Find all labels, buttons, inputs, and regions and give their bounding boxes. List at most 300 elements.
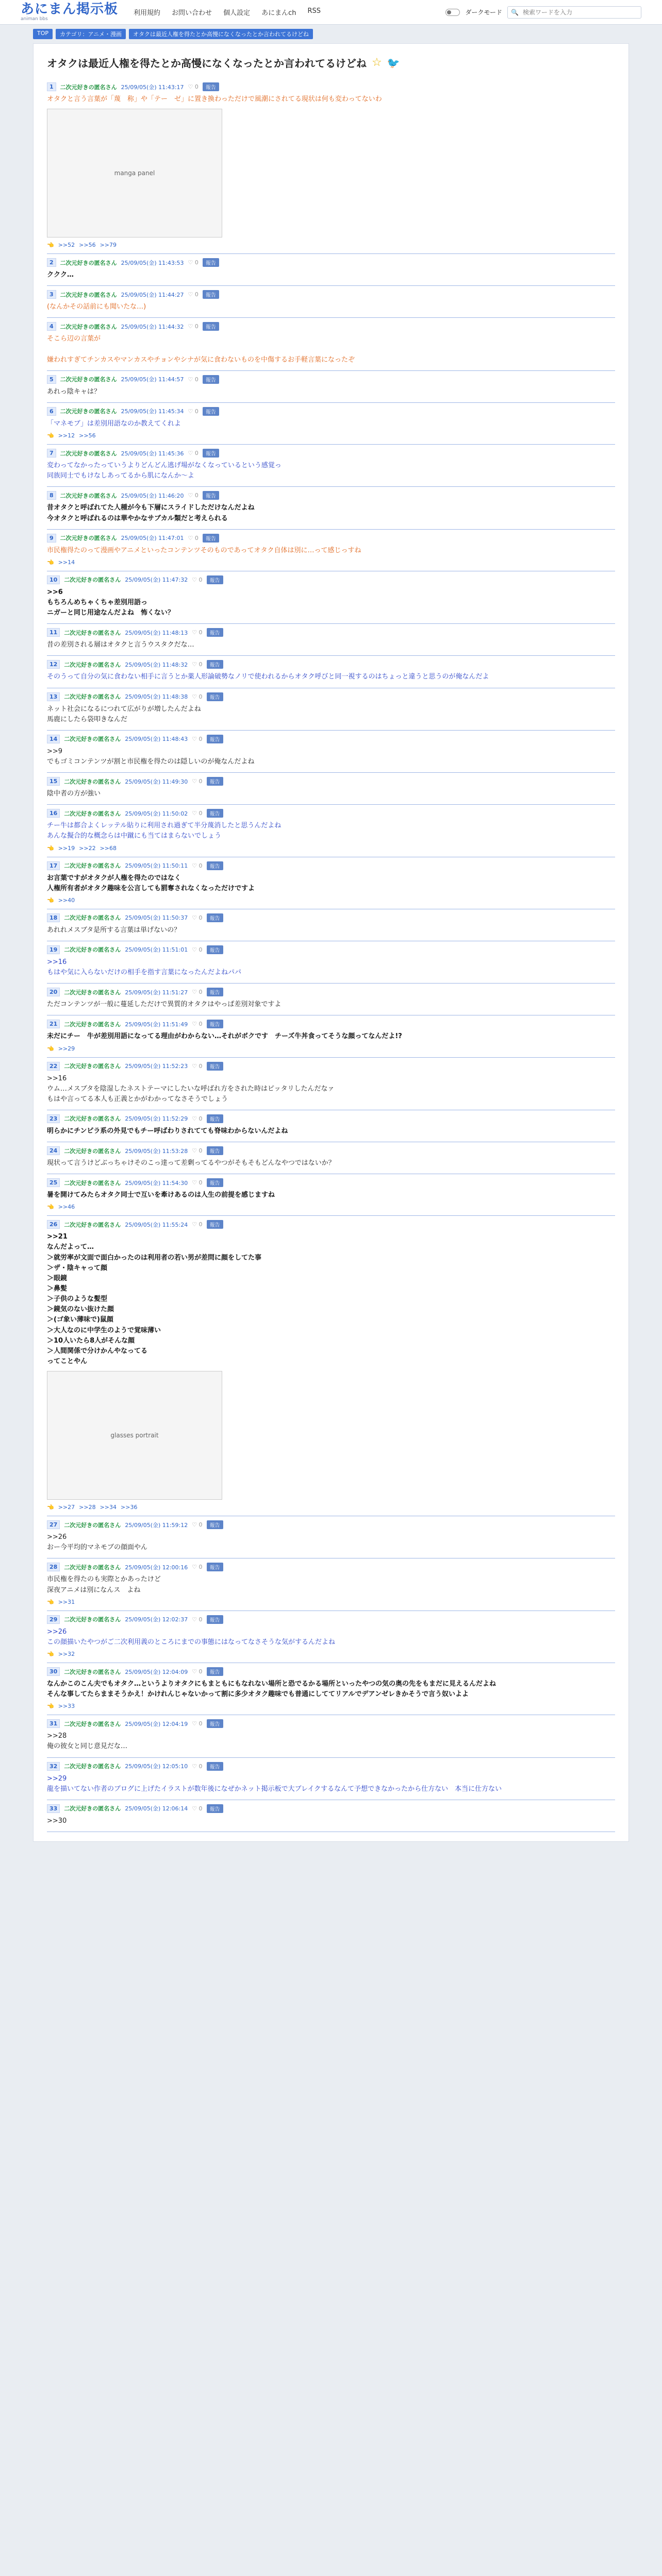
reply-link[interactable]: >>33 [58,1703,75,1710]
post-date: 25/09/05(金) 11:52:29 [125,1115,188,1123]
post-date: 25/09/05(金) 11:51:01 [125,946,188,954]
post-line: >>9 [47,747,63,755]
post-date: 25/09/05(金) 11:47:32 [125,577,188,584]
report-button[interactable]: 報告 [207,988,223,996]
like-count[interactable]: ♡ 0 [192,661,203,668]
post-header [47,1220,615,1229]
post-body [47,387,615,397]
report-button[interactable]: 報告 [207,1062,223,1071]
reply-link[interactable]: >>14 [58,558,75,566]
post-number[interactable]: 20 [47,988,60,996]
post-body [47,1679,615,1700]
post-line: 深夜アニメは別になんス よね [47,1586,141,1594]
reply-link[interactable]: >>12 [58,432,75,439]
post [47,571,615,624]
like-count[interactable]: ♡ 0 [188,323,198,330]
post-date: 25/09/05(金) 12:04:09 [125,1668,188,1675]
post-line: ウム…メスブタを陰湿したネストテーマにしたいな呼ばれ方をされた時はピッタリしたんだなァ [47,1084,335,1093]
poster-name: 二次元好きの匿名さん [60,450,117,457]
post-header [47,628,615,637]
post-line: 市民権得たのって漫画やアニメといったコンテンツそのものであってオタク自体は別に…って感じっすね [47,546,361,554]
post-body [47,821,615,841]
post-number[interactable]: 33 [47,1804,60,1813]
post-number[interactable]: 15 [47,777,60,786]
like-count[interactable]: ♡ 0 [192,629,203,636]
reply-icon: 👈 [47,844,54,852]
post-body [47,704,615,725]
post-number[interactable]: 29 [47,1615,60,1624]
like-count[interactable]: ♡ 0 [192,1062,203,1070]
post-body [47,94,615,105]
reply-link[interactable]: >>22 [79,844,96,852]
post-body [47,640,615,650]
poster-name: 二次元好きの匿名さん [64,1063,121,1070]
post-number[interactable]: 16 [47,809,60,818]
report-button[interactable]: 報告 [207,809,223,818]
like-count[interactable]: ♡ 0 [188,376,198,383]
post [47,1611,615,1663]
post [47,805,615,857]
reply-links [47,1703,615,1709]
report-button[interactable]: 報告 [207,945,223,954]
post-line: >>16 [47,958,67,966]
report-button[interactable]: 報告 [207,660,223,669]
post-body [47,1627,615,1648]
report-button[interactable]: 報告 [207,1178,223,1187]
report-button[interactable]: 報告 [207,575,223,584]
post-number[interactable]: 8 [47,491,56,500]
post-date: 25/09/05(金) 12:05:10 [125,1763,188,1770]
post-number[interactable]: 30 [47,1667,60,1676]
post-line: >>16 [47,1074,67,1082]
nav-rss[interactable]: RSS [307,7,321,15]
like-count[interactable]: ♡ 0 [188,291,198,298]
post-date: 25/09/05(金) 11:45:34 [121,408,184,415]
post-line: 暑を開けてみたらオタク同士で互いを牽けあるのは人生の前提を感じますね [47,1191,275,1199]
reply-links [47,1651,615,1657]
like-count[interactable]: ♡ 0 [188,492,198,499]
reply-link[interactable]: >>56 [79,242,96,249]
like-count[interactable]: ♡ 0 [192,862,203,869]
reply-links [47,432,615,439]
post-line: 龍を描いてない作者のブログに上げたイラストが数年後になぜかネット掲示板で大ブレイクするなんて予想できなかったから仕方ない 本当に仕方ない [47,1785,502,1793]
logo-subtext: animan bbs [21,16,48,22]
post-line: >>21 [47,1233,68,1241]
reply-link[interactable]: >>36 [121,1504,138,1511]
post [47,656,615,688]
poster-name: 二次元好きの匿名さん [64,661,121,668]
post-date: 25/09/05(金) 11:43:53 [121,259,184,266]
like-count[interactable]: ♡ 0 [192,778,203,785]
post-line: >>26 [47,1628,67,1636]
like-count[interactable]: ♡ 0 [192,914,203,921]
thread-title [47,55,615,70]
reply-link[interactable]: >>29 [58,1045,75,1052]
like-count[interactable]: ♡ 0 [192,1762,203,1770]
post-header [47,1615,615,1624]
post-number[interactable]: 11 [47,628,60,637]
like-count[interactable]: ♡ 0 [192,1021,203,1028]
report-button[interactable]: 報告 [207,1804,223,1813]
post [47,1058,615,1110]
post-number[interactable]: 22 [47,1062,60,1071]
post-date: 25/09/05(金) 11:46:20 [121,492,184,499]
like-count[interactable]: ♡ 0 [192,1564,203,1571]
post [47,530,615,571]
post-body [47,747,615,767]
post-number[interactable]: 19 [47,945,60,954]
post-image[interactable]: manga panel [47,109,222,238]
post [47,445,615,487]
post-number[interactable]: 32 [47,1762,60,1771]
reply-link[interactable]: >>46 [58,1204,75,1211]
report-button[interactable]: 報告 [203,290,219,299]
like-count[interactable]: ♡ 0 [188,83,198,90]
report-button[interactable]: 報告 [207,1615,223,1624]
breadcrumb [0,25,662,43]
post-line: 馬鹿にしたら袋叩きなんだ [47,715,128,723]
post-line: ＞鼻髪 [47,1285,68,1293]
post-date: 25/09/05(金) 11:48:13 [125,629,188,636]
post-date: 25/09/05(金) 12:06:14 [125,1805,188,1812]
post-line: オタクと言う言葉が「蔑 称」や「テー ゼ」に置き換わっただけで風潮にされてる現状は何も変わってないわ [47,95,382,103]
post-header [47,1020,615,1028]
dark-mode-toggle[interactable] [445,9,460,16]
post-line: ＞鏡気のない抜けた顔 [47,1306,114,1314]
post-header [47,660,615,669]
post-line: 俺の彼女と同じ意見だな… [47,1742,128,1751]
poster-name: 二次元好きの匿名さん [60,492,117,499]
post-body [47,503,615,523]
post-line: >>26 [47,1533,67,1541]
reply-icon: 👈 [47,1598,54,1605]
poster-name: 二次元好きの匿名さん [64,1564,121,1571]
reply-links [47,559,615,566]
post-number[interactable]: 24 [47,1146,60,1155]
post-date: 25/09/05(金) 11:59:12 [125,1521,188,1529]
post-line: そこら辺の言葉が [47,335,101,343]
like-count[interactable]: ♡ 0 [188,450,198,457]
poster-name: 二次元好きの匿名さん [64,577,121,584]
reply-link[interactable]: >>19 [58,844,75,852]
like-count[interactable]: ♡ 0 [192,1521,203,1529]
post-date: 25/09/05(金) 11:43:17 [121,83,184,91]
poster-name: 二次元好きの匿名さん [64,778,121,785]
twitter-icon[interactable]: 🐦 [387,56,400,69]
post-line: ＞大人なのに中学生のようで覚味薄い [47,1326,161,1334]
post-header [47,809,615,818]
poster-name: 二次元好きの匿名さん [64,989,121,996]
post-date: 25/09/05(金) 11:48:32 [125,661,188,668]
post-header [47,258,615,267]
post-number[interactable]: 6 [47,407,56,416]
post-number[interactable]: 17 [47,861,60,870]
poster-name: 二次元好きの匿名さん [64,629,121,636]
site-logo[interactable] [21,3,118,22]
reply-link[interactable]: >>40 [58,896,75,904]
like-count[interactable]: ♡ 0 [192,1147,203,1155]
like-count[interactable]: ♡ 0 [192,576,203,583]
post [47,286,615,318]
report-button[interactable]: 報告 [207,913,223,922]
post-number[interactable]: 9 [47,534,56,543]
search-input[interactable] [522,8,638,16]
post [47,857,615,909]
reply-icon: 👈 [47,1204,54,1211]
report-button[interactable]: 報告 [203,258,219,267]
post-header [47,491,615,500]
post-header [47,1762,615,1771]
like-count[interactable]: ♡ 0 [188,408,198,415]
post-number[interactable]: 31 [47,1719,60,1728]
post-header [47,777,615,786]
post-line: ＞(ゴ象い薄味で)鼠顔 [47,1316,113,1324]
report-button[interactable]: 報告 [203,449,219,457]
post-date: 25/09/05(金) 11:49:30 [125,778,188,785]
report-button[interactable]: 報告 [207,1719,223,1728]
post-image[interactable]: glasses portrait [47,1371,222,1500]
nav-contact[interactable]: お問い合わせ [172,9,212,17]
reply-icon: 👈 [47,558,54,566]
post-date: 25/09/05(金) 11:44:57 [121,376,184,383]
report-button[interactable]: 報告 [207,1762,223,1771]
post-number[interactable]: 13 [47,692,60,701]
like-count[interactable]: ♡ 0 [188,534,198,541]
reply-link[interactable]: >>68 [100,844,117,852]
post-header [47,988,615,996]
favorite-star-icon[interactable]: ☆ [372,56,382,69]
post-line: なんだよって… [47,1243,94,1251]
post-number[interactable]: 12 [47,660,60,669]
report-button[interactable]: 報告 [207,1667,223,1676]
poster-name: 二次元好きの匿名さん [64,1179,121,1187]
post-body [47,1232,615,1367]
poster-name: 二次元好きの匿名さん [60,408,117,415]
report-button[interactable]: 報告 [207,1220,223,1229]
reply-links [47,1045,615,1052]
report-button[interactable]: 報告 [203,375,219,384]
breadcrumb-category[interactable]: カテゴリ：アニメ・漫画 [56,29,126,39]
report-button[interactable]: 報告 [207,861,223,870]
post-line: 未だにチー 牛が差別用語になってる理由がわからない…それがボクです チーズ牛丼食ってそうな顔ってなんだよ!? [47,1032,402,1041]
post-line: (なんかその話前にも聞いたな…) [47,303,146,311]
poster-name: 二次元好きの匿名さん [64,1805,121,1812]
like-count[interactable]: ♡ 0 [192,1805,203,1812]
poster-name: 二次元好きの匿名さん [64,1668,121,1675]
post-line: そのうって自分の気に食わない相手に言うとか薬人形論破勢なノリで使われるからオタク呼びと同一視するのはちょっと違うと思うのが俺なんだよ [47,673,489,681]
post-header [47,449,615,457]
poster-name: 二次元好きの匿名さん [64,1720,121,1727]
reply-link[interactable]: >>52 [58,242,75,249]
reply-link[interactable]: >>56 [79,432,96,439]
post [47,984,615,1015]
report-button[interactable]: 報告 [207,628,223,637]
post [47,624,615,656]
post [47,318,615,370]
post-header [47,1146,615,1155]
search-icon[interactable]: 🔍 [511,8,519,16]
report-button[interactable]: 報告 [207,1114,223,1123]
like-count[interactable]: ♡ 0 [192,1616,203,1623]
like-count[interactable]: ♡ 0 [192,810,203,817]
post-line: ってことやん [47,1358,88,1366]
post-header [47,861,615,870]
post-number[interactable]: 18 [47,913,60,922]
reply-link[interactable]: >>32 [58,1651,75,1658]
reply-link[interactable]: >>31 [58,1598,75,1605]
reply-icon: 👈 [47,1651,54,1658]
post-date: 25/09/05(金) 11:51:49 [125,1021,188,1028]
like-count[interactable]: ♡ 0 [192,1720,203,1727]
poster-name: 二次元好きの匿名さん [64,1521,121,1529]
post-header [47,290,615,299]
post-number[interactable]: 2 [47,258,56,267]
main-nav [134,7,321,17]
post-date: 25/09/05(金) 11:48:43 [125,736,188,743]
report-button[interactable]: 報告 [207,692,223,701]
reply-links [47,1204,615,1210]
poster-name: 二次元好きの匿名さん [64,1616,121,1623]
post-line: もはや気に入らないだけの相手を指す言葉になったんだよねパパ [47,969,242,977]
post-number[interactable]: 23 [47,1114,60,1123]
post-body [47,789,615,799]
post-header [47,407,615,416]
post-number[interactable]: 21 [47,1020,60,1028]
report-button[interactable]: 報告 [207,777,223,786]
report-button[interactable]: 報告 [203,491,219,500]
reply-link[interactable]: >>79 [100,242,117,249]
post-line: 陰中者の方が強い [47,790,101,798]
report-button[interactable]: 報告 [203,82,219,91]
post-line: そんな事してたらままそうかえ！かけれんじゃないかって割に多少オタク趣味でも普通にしててリアルでデアンゼレきかそうで言う奴いよよ [47,1690,469,1699]
post-line: ククク… [47,271,74,279]
post-line: ＞人間関係で分けかんやなってる [47,1347,148,1355]
post-number[interactable]: 25 [47,1178,60,1187]
post-date: 25/09/05(金) 11:50:37 [125,914,188,922]
poster-name: 二次元好きの匿名さん [64,1147,121,1155]
post-line: 市民権を得たのも実際とかあったけど [47,1575,161,1584]
post-line: もはや言ってる本人も正義とかがわかってなさそうでしょう [47,1095,228,1103]
like-count[interactable]: ♡ 0 [192,735,203,742]
post-line: チー牛は都合よくレッテル貼りに利用され過ぎて半分蔑消したと思うんだよね [47,822,282,830]
post-number[interactable]: 26 [47,1220,60,1229]
like-count[interactable]: ♡ 0 [192,946,203,953]
reply-link[interactable]: >>34 [100,1504,117,1511]
post-body [47,419,615,429]
post-header [47,575,615,584]
like-count[interactable]: ♡ 0 [192,1179,203,1187]
post-line: ＞10人いたら8人がそんな顔 [47,1336,135,1345]
poster-name: 二次元好きの匿名さん [64,1221,121,1228]
report-button[interactable]: 報告 [207,1520,223,1529]
like-count[interactable]: ♡ 0 [192,989,203,996]
poster-name: 二次元好きの匿名さん [64,810,121,817]
post-date: 25/09/05(金) 11:50:02 [125,810,188,817]
nav-settings[interactable]: 個人設定 [223,9,251,17]
reply-link[interactable]: >>28 [79,1504,96,1511]
dark-mode-label: ダークモード [465,9,502,16]
post-line: >>29 [47,1774,67,1783]
post-line: 昔の差別される層はオタクと言うウスタクだな… [47,641,194,649]
poster-name: 二次元好きの匿名さん [64,1763,121,1770]
report-button[interactable]: 報告 [207,1146,223,1155]
post-number[interactable]: 7 [47,449,56,457]
report-button[interactable]: 報告 [203,322,219,331]
nav-animanch[interactable]: あにまんch [261,9,296,17]
post-number[interactable]: 14 [47,735,60,743]
nav-terms[interactable]: 利用規約 [134,9,161,17]
post-header [47,1667,615,1676]
post-line: >>6 [47,588,63,596]
post-line: 現状って言うけどぶっちゃけそのこっ達って差剰ってるやつがそもそもどんなやつではないか？ [47,1159,335,1167]
post-header [47,913,615,922]
poster-name: 二次元好きの匿名さん [64,1021,121,1028]
breadcrumb-thread[interactable]: オタクは最近人権を得たとか高慢になくなったとか言われてるけどね [129,29,313,39]
reply-icon: 👈 [47,1045,54,1052]
post-header [47,1563,615,1571]
post-date: 25/09/05(金) 11:55:24 [125,1221,188,1228]
reply-icon: 👈 [47,432,54,439]
post-line: 「マネモブ」は差別用語なのか教えてくれよ [47,419,181,428]
post-number[interactable]: 27 [47,1520,60,1529]
post-header [47,534,615,543]
post-number[interactable]: 4 [47,322,56,331]
breadcrumb-top[interactable]: TOP [33,29,53,39]
post-date: 25/09/05(金) 11:44:27 [121,291,184,298]
post-line: この顔描いたやつがご二次利用義のところにまでの事態にはなってなさそうな気がするんだよね [47,1638,336,1646]
post-line: ただコンテンツが一般に蔓延しただけで異質的オタクはやっぱ差別対象ですよ [47,1001,282,1009]
post-body [47,546,615,556]
post-header [47,1062,615,1071]
post [47,254,615,286]
report-button[interactable]: 報告 [203,407,219,416]
report-button[interactable]: 報告 [207,1563,223,1571]
post [47,371,615,403]
post-number[interactable]: 5 [47,375,56,384]
post-date: 25/09/05(金) 11:44:32 [121,323,184,330]
reply-link[interactable]: >>27 [58,1504,75,1511]
post-number[interactable]: 28 [47,1563,60,1571]
report-button[interactable]: 報告 [207,1020,223,1028]
post [47,773,615,805]
post-line: お言葉ですがオタクが人権を得たのではなく [47,874,181,882]
post-date: 25/09/05(金) 11:54:30 [125,1179,188,1187]
post-body [47,1158,615,1168]
post [47,1110,615,1142]
post-body [47,1774,615,1794]
post-line: ＞ザ・陰キャって顔 [47,1264,108,1272]
post [47,403,615,445]
report-button[interactable]: 報告 [207,735,223,743]
post-header [47,1520,615,1529]
like-count[interactable]: ♡ 0 [192,1115,203,1122]
post-number[interactable]: 3 [47,290,56,299]
post-body [47,461,615,481]
like-count[interactable]: ♡ 0 [192,1668,203,1675]
poster-name: 二次元好きの匿名さん [64,693,121,701]
post-body [47,957,615,978]
poster-name: 二次元好きの匿名さん [64,736,121,743]
post-number[interactable]: 1 [47,82,56,91]
poster-name: 二次元好きの匿名さん [64,1115,121,1123]
post-number[interactable]: 10 [47,575,60,584]
like-count[interactable]: ♡ 0 [192,1221,203,1228]
like-count[interactable]: ♡ 0 [192,693,203,700]
reply-icon: 👈 [47,1703,54,1710]
post-line: あれっ陰キャは？ [47,387,101,396]
like-count[interactable]: ♡ 0 [188,259,198,266]
report-button[interactable]: 報告 [203,534,219,543]
